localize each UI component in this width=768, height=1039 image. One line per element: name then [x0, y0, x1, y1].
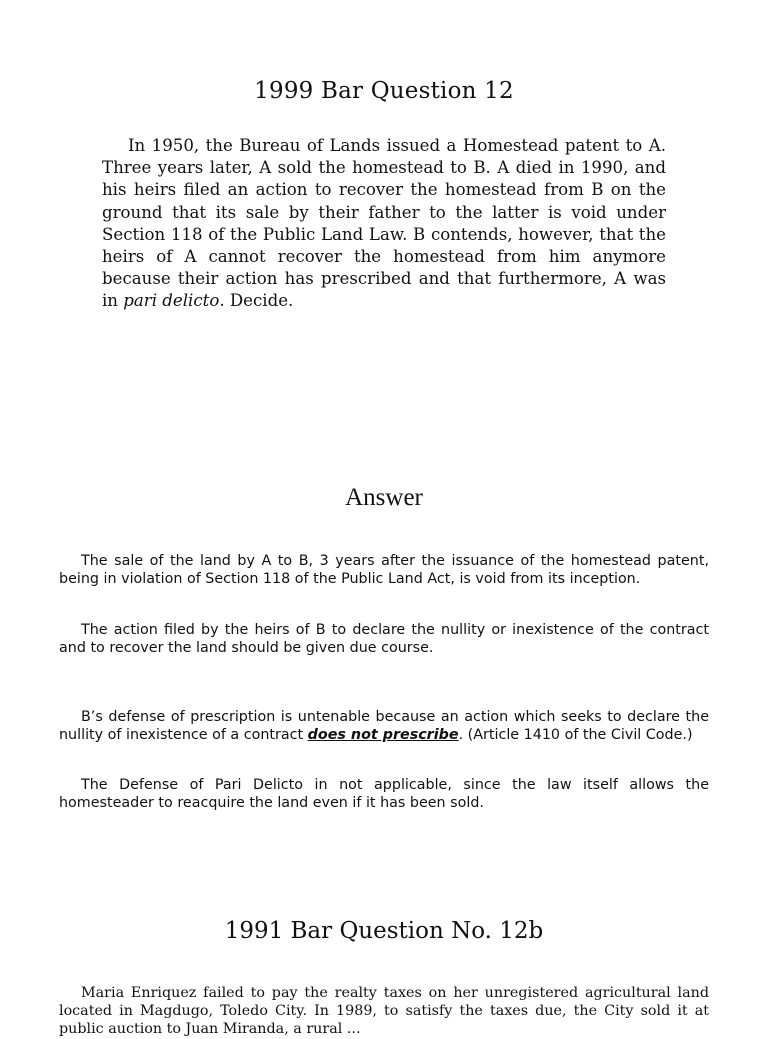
answer-paragraph-3 — [59, 708, 709, 744]
answer-paragraph-2: The action filed by the heirs of B to declare the nullity or inexistence of the contract and to recover the land should be given due course. — [59, 622, 709, 657]
question-1-text-main: In 1950, the Bureau of Lands issued a Homestead patent to A. Three years later, A sold the homestead to B. A died in 1990, and his heirs filed an action to recover the homestead from B on the ground that its sale by their father to the latter is void under Section 118 of the Public Land Law. B contends, however, that the heirs of A cannot recover the homestead from him anymore because their action has prescribed and that furthermore, A was in — [102, 136, 666, 311]
answer-paragraph-1: The sale of the land by A to B, 3 years after the issuance of the homestead patent, being in violation of Section 118 of the Public Land Act, is void from its inception. — [59, 553, 709, 588]
answer-paragraph-3-emphasis: does not prescribe — [307, 727, 459, 744]
question-1-title: 1999 Bar Question 12 — [254, 78, 514, 104]
answer-paragraph-3-main: B’s defense of prescription is untenable because an action which seeks to declare the nullity of inexistence of a contract — [59, 709, 709, 744]
question-1-text-end: . Decide. — [219, 291, 294, 311]
question-1-text — [102, 135, 666, 313]
answer-title: Answer — [345, 484, 423, 511]
question-1-italic-term: pari delicto — [123, 291, 220, 311]
answer-paragraph-4: The Defense of Pari Delicto in not applicable, since the law itself allows the homesteader to reacquire the land even if it has been sold. — [59, 777, 709, 812]
answer-paragraph-3-end: . (Article 1410 of the Civil Code.) — [458, 727, 693, 744]
question-2-title: 1991 Bar Question No. 12b — [224, 918, 544, 944]
question-2-text: Maria Enriquez failed to pay the realty taxes on her unregistered agricultural land located in Magdugo, Toledo City. In 1989, to satisfy the taxes due, the City sold it at public auction to Juan Miranda, a rural ... — [59, 985, 709, 1038]
